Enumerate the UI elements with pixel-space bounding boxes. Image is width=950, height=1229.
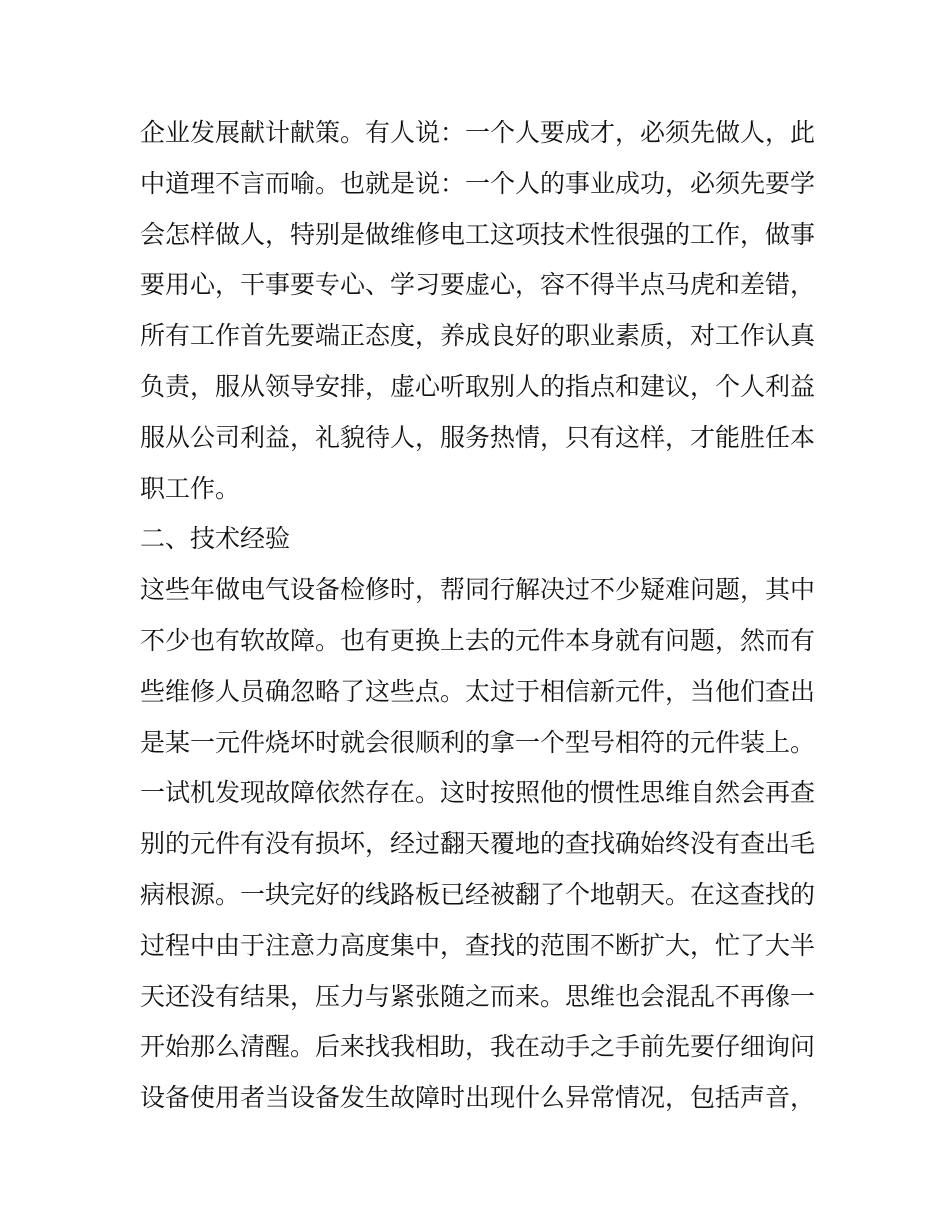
text-line: 负责，服从领导安排，虚心听取别人的指点和建议，个人利益 [140, 371, 816, 401]
text-line: 职工作。 [140, 473, 241, 503]
text-line: 企业发展献计献策。有人说：一个人要成才，必须先做人，此 [140, 118, 816, 147]
text-line: 天还没有结果，压力与紧张随之而来。思维也会混乱不再像一 [140, 981, 816, 1011]
text-line: 病根源。一块完好的线路板已经被翻了个地朝天。在这查找的 [140, 879, 816, 909]
section-heading: 二、技术经验 [140, 524, 291, 554]
text-line: 开始那么清醒。后来找我相助，我在动手之手前先要仔细询问 [140, 1032, 816, 1062]
text-line: 别的元件有没有损坏，经过翻天覆地的查找确始终没有查出毛 [140, 829, 816, 859]
text-line: 些维修人员确忽略了这些点。太过于相信新元件，当他们查出 [140, 676, 816, 706]
text-line: 要用心，干事要专心、学习要虚心，容不得半点马虎和差错， [140, 270, 816, 300]
text-line: 会怎样做人，特别是做维修电工这项技术性很强的工作，做事 [140, 219, 816, 249]
text-line: 过程中由于注意力高度集中，查找的范围不断扩大，忙了大半 [140, 930, 816, 960]
text-line: 这些年做电气设备检修时，帮同行解决过不少疑难问题，其中 [140, 575, 816, 605]
body-text [140, 108, 840, 1124]
text-line: 中道理不言而喻。也就是说：一个人的事业成功，必须先要学 [140, 168, 816, 198]
text-line: 不少也有软故障。也有更换上去的元件本身就有问题，然而有 [140, 625, 816, 655]
text-line: 服从公司利益，礼貌待人，服务热情，只有这样，才能胜任本 [140, 422, 816, 452]
text-line: 设备使用者当设备发生故障时出现什么异常情况，包括声音， [140, 1083, 816, 1113]
text-line: 所有工作首先要端正态度，养成良好的职业素质，对工作认真 [140, 321, 816, 351]
text-line: 一试机发现故障依然存在。这时按照他的惯性思维自然会再查 [140, 778, 816, 808]
text-line: 是某一元件烧坏时就会很顺利的拿一个型号相符的元件装上。 [140, 727, 816, 757]
